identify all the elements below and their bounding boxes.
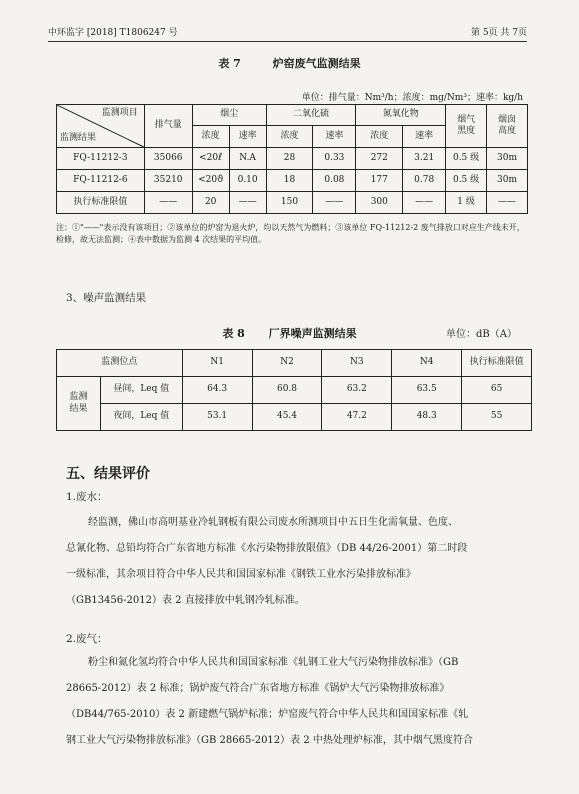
table7-units: 单位：排气量：Nm³/h；浓度：mg/Nm³；速率：kg/h bbox=[301, 93, 523, 103]
table-row bbox=[57, 192, 528, 214]
table-cell: 47.2 bbox=[322, 404, 392, 431]
table7-title bbox=[0, 55, 579, 71]
table-cell: —— bbox=[313, 192, 356, 214]
sub-conc: 浓度 bbox=[192, 126, 229, 148]
section-3-heading: 3、噪声监测结果 bbox=[66, 292, 147, 304]
table-cell: 0.08 bbox=[313, 170, 356, 192]
paragraph-line: 一级标准，其余项目符合中华人民共和国国家标准《钢铁工业水污染排放标准》 bbox=[66, 569, 416, 580]
table-cell: 30m bbox=[487, 148, 528, 170]
table-cell bbox=[192, 148, 229, 170]
table-cell: N.A bbox=[229, 148, 266, 170]
paragraph-line bbox=[66, 650, 544, 676]
corner-label-item: 监测项目 bbox=[101, 108, 138, 118]
table-cell: 65 bbox=[462, 377, 532, 404]
line-text: 粉尘和氮化氢均符合中华人民共和国国家标准《轧钢工业大气污染物排放标准》（GB bbox=[88, 657, 459, 668]
group-so2: 二氧化硫 bbox=[266, 105, 356, 126]
table-cell: 55 bbox=[462, 404, 532, 431]
col-exhaust: 排气量 bbox=[144, 105, 192, 148]
sub-conc: 浓度 bbox=[356, 126, 403, 148]
table7-number: 表 7 bbox=[218, 57, 241, 70]
table-cell bbox=[192, 170, 229, 192]
table-cell: 177 bbox=[356, 170, 403, 192]
table-cell: 300 bbox=[356, 192, 403, 214]
table-cell: 63.2 bbox=[322, 377, 392, 404]
exhaust-paragraph bbox=[66, 650, 544, 754]
header-cell: 执行标准限值 bbox=[462, 350, 532, 377]
handwritten-mark-icon: ϑ bbox=[217, 174, 224, 186]
paragraph-line: 总氰化物、总铅均符合广东省地方标准《水污染物排放限值》（DB 44/26-2001）第二时段 bbox=[66, 543, 468, 554]
header-cell: 监测位点 bbox=[57, 350, 183, 377]
table7-name: 炉窑废气监测结果 bbox=[272, 57, 361, 70]
table-cell: —— bbox=[144, 192, 192, 214]
cell-text: <20 bbox=[199, 153, 219, 164]
table-cell: 0.78 bbox=[403, 170, 446, 192]
table-cell: —— bbox=[403, 192, 446, 214]
table-row bbox=[57, 170, 528, 192]
table-cell: 0.10 bbox=[229, 170, 266, 192]
table-cell: 20 bbox=[192, 192, 229, 214]
table-cell: 1 级 bbox=[446, 192, 487, 214]
table-cell: 0.5 级 bbox=[446, 170, 487, 192]
header-cell: N1 bbox=[182, 350, 252, 377]
line-text: 经监测，佛山市高明基业冷轧钢板有限公司废水所测项目中五日生化需氧量、色度、 bbox=[88, 517, 458, 528]
table-cell: 35066 bbox=[144, 148, 192, 170]
table-cell: 45.4 bbox=[252, 404, 322, 431]
header-cell: N3 bbox=[322, 350, 392, 377]
table-cell: 18 bbox=[266, 170, 313, 192]
furnace-exhaust-table bbox=[56, 104, 528, 214]
table7-note: 注：①"——"表示没有该项目；②该单位的炉窑为退火炉，均以天然气为燃料；③该单位 FQ-11212-2 废气排放口对应生产线未开，检修，故无法监测；④表中数据为监测 4 次结果的平均值。 bbox=[56, 223, 525, 245]
page-header bbox=[48, 18, 527, 42]
group-label-cell: 监测 结果 bbox=[57, 377, 101, 431]
table-cell: 272 bbox=[356, 148, 403, 170]
sub-rate: 速率 bbox=[229, 126, 266, 148]
sub-rate: 速率 bbox=[313, 126, 356, 148]
table8-number: 表 8 bbox=[222, 327, 245, 340]
report-number: 中环监字 [2018] T1806247 号 bbox=[48, 28, 178, 38]
paragraph-line: 钢工业大气污染物排放标准》（GB 28665-2012）表 2 中热处理炉标准，其中烟气黑度符合 bbox=[66, 735, 473, 746]
col-chimney-height: 烟囱 高度 bbox=[487, 105, 528, 148]
wastewater-paragraph bbox=[66, 510, 544, 614]
table-cell: 63.5 bbox=[392, 377, 462, 404]
table-cell: FQ-11212-6 bbox=[57, 170, 145, 192]
exhaust-subheading: 2.废气： bbox=[66, 633, 108, 645]
header-cell: N4 bbox=[392, 350, 462, 377]
table-cell: 30m bbox=[487, 170, 528, 192]
header-cell: N2 bbox=[252, 350, 322, 377]
paragraph-line: （GB13456-2012）表 2 直接排放中轧钢冷轧标准。 bbox=[66, 595, 305, 606]
table7-corner-cell bbox=[57, 105, 145, 148]
table-cell: FQ-11212-3 bbox=[57, 148, 145, 170]
table-cell: 53.1 bbox=[182, 404, 252, 431]
table-cell: 48.3 bbox=[392, 404, 462, 431]
corner-label-result: 监测结果 bbox=[60, 132, 97, 143]
table-row bbox=[57, 148, 528, 170]
group-dust: 烟尘 bbox=[192, 105, 266, 126]
table-cell: 35210 bbox=[144, 170, 192, 192]
handwritten-mark-icon: ℓ bbox=[218, 152, 223, 164]
table-cell: 60.8 bbox=[252, 377, 322, 404]
sub-conc: 浓度 bbox=[266, 126, 313, 148]
table-cell: 64.3 bbox=[182, 377, 252, 404]
table-cell: 0.33 bbox=[313, 148, 356, 170]
table-row bbox=[57, 377, 532, 404]
page-number: 第 5页 共 7页 bbox=[470, 28, 527, 38]
section-5-heading: 五、结果评价 bbox=[66, 466, 150, 482]
paragraph-line bbox=[66, 510, 544, 536]
sub-rate: 速率 bbox=[403, 126, 446, 148]
table-cell: 0.5 级 bbox=[446, 148, 487, 170]
table-cell: 150 bbox=[266, 192, 313, 214]
cell-text: <20 bbox=[198, 175, 218, 186]
paragraph-line: （DB44/765-2010）表 2 新建燃气锅炉标准；炉窑废气符合中华人民共和国国家标准《轧 bbox=[66, 709, 469, 720]
table-cell: —— bbox=[487, 192, 528, 214]
wastewater-subheading: 1.废水： bbox=[66, 491, 108, 503]
table-cell: 3.21 bbox=[403, 148, 446, 170]
col-smoke-blackness: 烟气 黑度 bbox=[446, 105, 487, 148]
group-nox: 氮氧化物 bbox=[356, 105, 446, 126]
paragraph-line: 28665-2012）表 2 标准；锅炉废气符合广东省地方标准《锅炉大气污染物排放标准》 bbox=[66, 683, 450, 694]
table-header-row bbox=[57, 350, 532, 377]
table8-name: 厂界噪声监测结果 bbox=[268, 327, 357, 340]
noise-table bbox=[56, 349, 532, 431]
table-cell: 执行标准限值 bbox=[57, 192, 145, 214]
table8-unit: 单位：dB（A） bbox=[446, 329, 517, 340]
table-cell: 28 bbox=[266, 148, 313, 170]
table-cell: 昼间，Leq 值 bbox=[100, 377, 182, 404]
table-cell: —— bbox=[229, 192, 266, 214]
table-row bbox=[57, 404, 532, 431]
table-cell: 夜间，Leq 值 bbox=[100, 404, 182, 431]
